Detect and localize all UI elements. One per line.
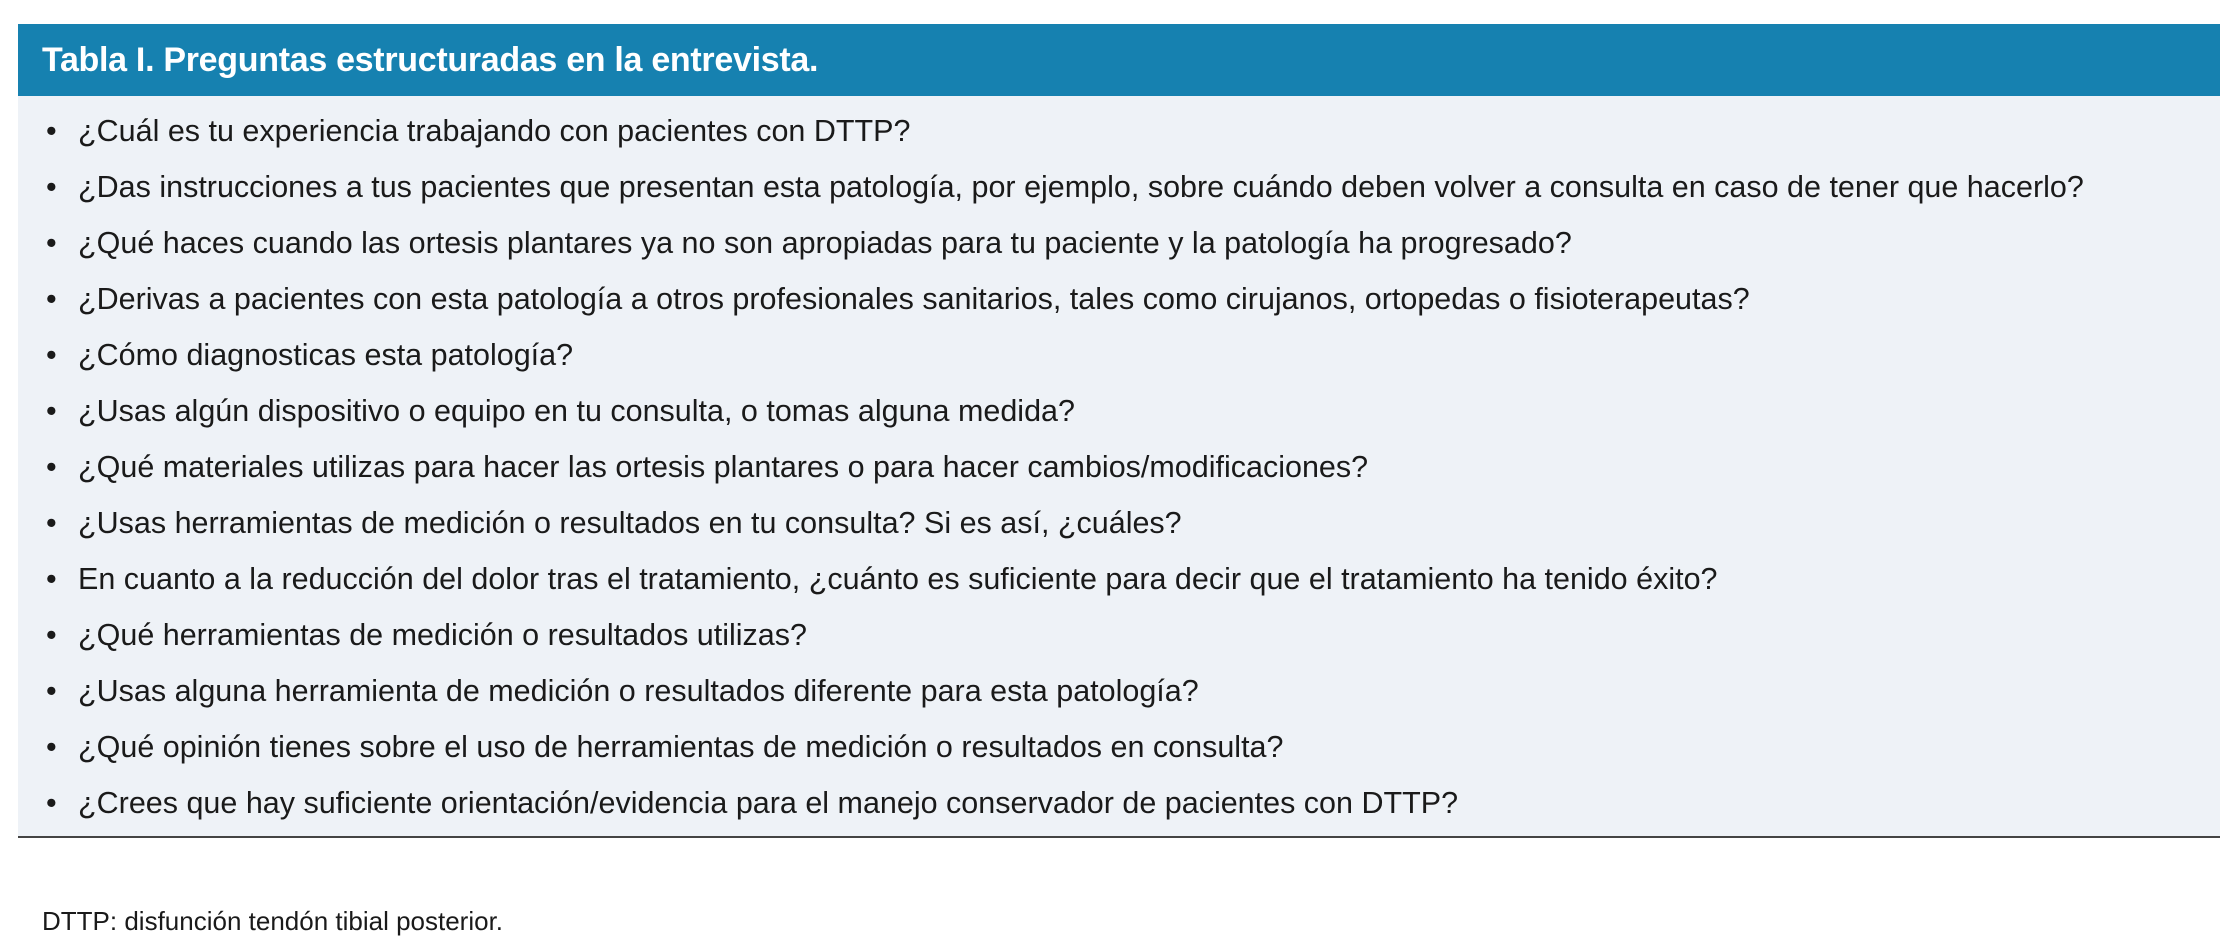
question-text: ¿Usas alguna herramienta de medición o resultados diferente para esta patología? [78,674,1199,708]
bullet-icon: • [46,786,57,820]
list-item [42,502,2160,544]
list-item [42,222,2160,264]
list-item [42,110,2160,152]
table-footnote: DTTP: disfunción tendón tibial posterior. [42,906,504,936]
list-item [42,278,2160,320]
question-text: ¿Qué haces cuando las ortesis plantares ya no son apropiadas para tu paciente y la patología ha progresado? [78,226,1572,260]
list-item [42,446,2160,488]
question-text: ¿Das instrucciones a tus pacientes que presentan esta patología, por ejemplo, sobre cuándo deben volver a consulta en caso de tener que hacerlo? [78,170,2084,204]
bullet-icon: • [46,114,57,148]
question-text: En cuanto a la reducción del dolor tras el tratamiento, ¿cuánto es suficiente para decir que el tratamiento ha tenido éxito? [78,562,1718,596]
bullet-icon: • [46,450,57,484]
bullet-icon: • [46,506,57,540]
question-text: ¿Qué herramientas de medición o resultados utilizas? [78,618,807,652]
bullet-icon: • [46,170,57,204]
question-text: ¿Cuál es tu experiencia trabajando con pacientes con DTTP? [78,114,911,148]
bullet-icon: • [46,394,57,428]
bullet-icon: • [46,618,57,652]
list-item [42,390,2160,432]
list-item [42,726,2160,768]
bullet-icon: • [46,282,57,316]
bullet-icon: • [46,730,57,764]
table-title: Tabla I. Preguntas estructuradas en la entrevista. [18,24,2220,96]
bullet-icon: • [46,562,57,596]
list-item [42,334,2160,376]
question-list [42,110,2160,824]
question-text: ¿Crees que hay suficiente orientación/evidencia para el manejo conservador de pacientes con DTTP? [78,786,1459,820]
list-item [42,670,2160,712]
question-text: ¿Qué materiales utilizas para hacer las ortesis plantares o para hacer cambios/modificaciones? [78,450,1369,484]
interview-questions-table [18,24,2220,838]
bullet-icon: • [46,338,57,372]
question-text: ¿Derivas a pacientes con esta patología a otros profesionales sanitarios, tales como cirujanos, ortopedas o fisioterapeutas? [78,282,1750,316]
list-item [42,558,2160,600]
bullet-icon: • [46,674,57,708]
question-text: ¿Qué opinión tienes sobre el uso de herramientas de medición o resultados en consulta? [78,730,1284,764]
bullet-icon: • [46,226,57,260]
question-text: ¿Cómo diagnosticas esta patología? [78,338,574,372]
question-text: ¿Usas herramientas de medición o resultados en tu consulta? Si es así, ¿cuáles? [78,506,1182,540]
table-body [18,96,2220,838]
list-item [42,782,2160,824]
question-text: ¿Usas algún dispositivo o equipo en tu consulta, o tomas alguna medida? [78,394,1075,428]
list-item [42,166,2160,208]
list-item [42,614,2160,656]
